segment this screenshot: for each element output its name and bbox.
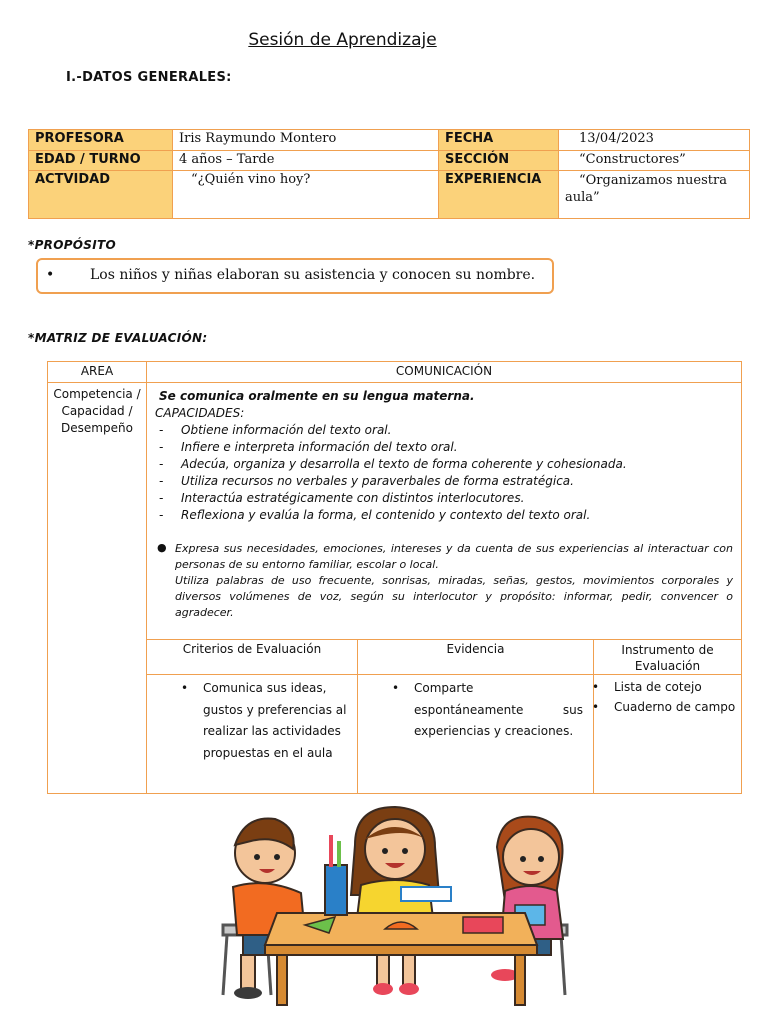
list-item: • Comunica sus ideas, gustos y preferencias al realizar las actividades propuestas en el aula [203, 678, 347, 764]
competencia-cell [146, 382, 742, 640]
desempeno-2: Utiliza palabras de uso frecuente, sonrisas, miradas, señas, gestos, movimientos corporales y diversos volúmenes de voz, según su interlocutor y propósito: informar, pedir, convencer o agradecer. [175, 574, 733, 619]
fecha-value: 13/04/2023 [559, 130, 750, 151]
girl-middle [351, 807, 451, 995]
desempeno-1: Expresa sus necesidades, emociones, intereses y da cuenta de sus experiencias al interactuar con personas de su entorno familiar, escolar o local. [175, 542, 733, 571]
criterio-cell [146, 674, 358, 794]
evidencia-label: Evidencia [446, 642, 505, 656]
experiencia-value: “Organizamos nuestra aula” [559, 171, 750, 219]
list-item: - Infiere e interpreta información del texto oral. [155, 440, 733, 457]
page-title: Sesión de Aprendizaje [248, 30, 437, 50]
competencia-text: Se comunica oralmente en su lengua materna. [159, 389, 475, 403]
area-value-cell [146, 361, 742, 383]
bullet: • [46, 267, 55, 283]
actividad-value: “¿Quién vino hoy? [173, 171, 439, 219]
list-item: - Interactúa estratégicamente con distintos interlocutores. [155, 491, 733, 508]
edad-value: 4 años – Tarde [173, 151, 439, 171]
experiencia-label: EXPERIENCIA [439, 171, 559, 219]
proposito-heading: *PROPÓSITO [28, 238, 117, 252]
list-item: - Reflexiona y evalúa la forma, el contenido y contexto del texto oral. [155, 508, 733, 525]
instrumento-header [593, 639, 742, 675]
area-label-cell [47, 361, 147, 383]
list-item: - Adecúa, organiza y desarrolla el texto de forma coherente y cohesionada. [155, 457, 733, 474]
list-item: • Cuaderno de campo [614, 697, 737, 717]
list-item: - Utiliza recursos no verbales y paraverbales de forma estratégica. [155, 474, 733, 491]
capacidades-label: CAPACIDADES: [155, 406, 245, 420]
area-value: COMUNICACIÓN [395, 364, 493, 378]
list-item: • Comparte espontáneamente sus experiencias y creaciones. [414, 678, 583, 743]
datos-generales-table [28, 129, 750, 219]
girl-right [491, 817, 563, 981]
matriz-heading: *MATRIZ DE EVALUACIÓN: [28, 331, 208, 345]
desempeno-block [155, 541, 733, 621]
seccion-label: SECCIÓN [439, 151, 559, 171]
list-item: • Lista de cotejo [614, 677, 737, 697]
instrumento-label: Instrumento de Evaluación [621, 643, 714, 673]
instrumento-cell [593, 674, 742, 794]
seccion-value: “Constructores” [559, 151, 750, 171]
proposito-text: Los niños y niñas elaboran su asistencia y conocen su nombre. [90, 267, 536, 283]
competencia-label: Competencia / Capacidad / Desempeño [53, 387, 141, 435]
edad-label: EDAD / TURNO [29, 151, 173, 171]
criterios-label: Criterios de Evaluación [182, 642, 322, 656]
criterios-header [146, 639, 358, 675]
actividad-label: ACTVIDAD [29, 171, 173, 219]
competencia-label-cell [47, 382, 147, 794]
fecha-label: FECHA [439, 130, 559, 151]
section-datos-generales: I.-DATOS GENERALES: [66, 70, 232, 85]
evidencia-cell [357, 674, 594, 794]
area-label: AREA [80, 364, 114, 378]
profesora-label: PROFESORA [29, 130, 173, 151]
bullet: ● [157, 541, 167, 554]
proposito-box [36, 258, 554, 294]
profesora-value: Iris Raymundo Montero [173, 130, 439, 151]
evidencia-header [357, 639, 594, 675]
list-item: - Obtiene información del texto oral. [155, 423, 733, 440]
kids-illustration [205, 805, 580, 1010]
capacidades-list [155, 423, 733, 525]
